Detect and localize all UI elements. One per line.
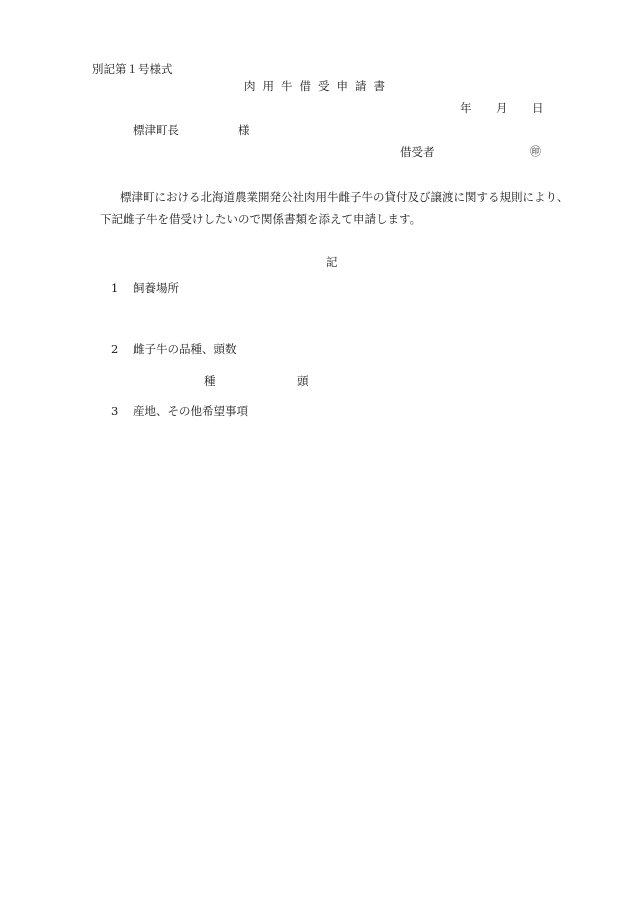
- body-line-2: 下記雌子牛を借受けしたいので関係書類を添えて申請します。: [100, 212, 422, 226]
- body-line-1: 標津町における北海道農業開発公社肉用牛雌子牛の貸付及び譲渡に関する規則により、: [120, 190, 569, 204]
- addressee-name: 標津町長: [133, 123, 179, 137]
- date-day-label: 日: [532, 101, 544, 115]
- document-title: 肉用牛借受申請書: [244, 79, 392, 93]
- head-unit: 頭: [297, 374, 309, 388]
- item-2-number: 2: [111, 342, 119, 356]
- item-1-label: 飼養場所: [133, 281, 179, 295]
- date-month-label: 月: [496, 101, 508, 115]
- ki-heading: 記: [326, 255, 338, 269]
- applicant-label: 借受者: [400, 145, 435, 159]
- item-2-label: 雌子牛の品種、頭数: [133, 342, 237, 356]
- item-3-label: 産地、その他希望事項: [133, 404, 248, 418]
- item-3-number: 3: [111, 404, 119, 418]
- seal-mark: ㊞: [530, 145, 541, 158]
- form-label: 別記第１号様式: [92, 62, 173, 76]
- addressee-honorific: 様: [238, 123, 250, 137]
- date-year-label: 年: [460, 101, 472, 115]
- item-1-number: 1: [111, 281, 119, 295]
- breed-unit: 種: [204, 374, 216, 388]
